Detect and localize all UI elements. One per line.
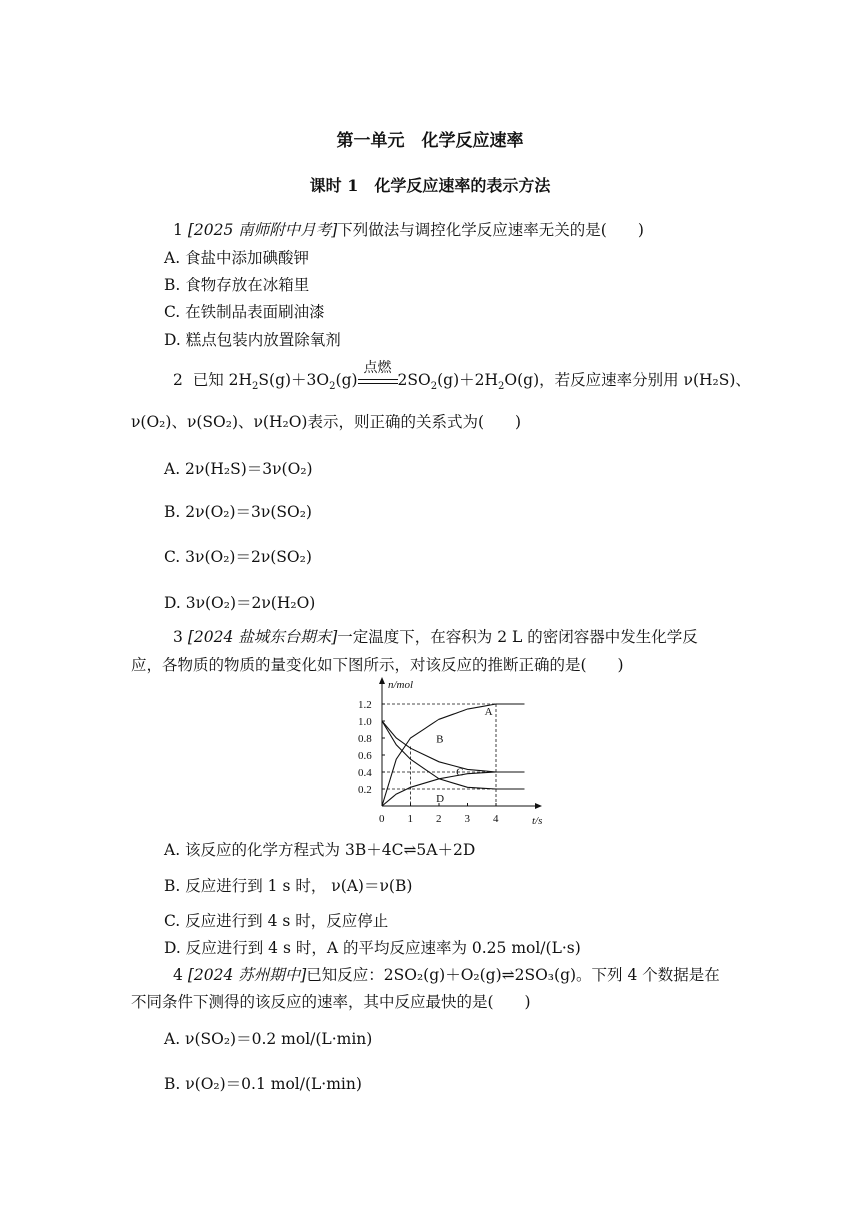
question-text: 已知反应：2SO₂(g)＋O₂(g)⇌2SO₃(g)。下列 4 个数据是在 [306,966,720,984]
option-c: C. 反应进行到 4 s 时，反应停止 [164,912,389,930]
question-2-line1 [173,360,751,393]
series-label-B: B [436,733,444,746]
equation-right: $2SO_2(g)+2H_2O(g)$ [397,371,540,393]
question-number: 4 [173,966,183,984]
x-tick-label: 2 [436,813,442,825]
reaction-condition: 点燃 [358,371,398,389]
unit-title: 第一单元 化学反应速率 [336,131,524,151]
option-a: A. 2ν(H₂S)＝3ν(O₂) [164,460,313,478]
option-c: C. 3ν(O₂)＝2ν(SO₂) [164,548,312,566]
question-number: 3 [173,628,183,646]
y-tick-label: 0.2 [358,784,372,796]
series-label-A: A [484,706,493,719]
question-number: 2 [173,371,183,389]
question-source: [2025 南师附中月考] [187,221,338,239]
series-label-D: D [436,792,445,805]
question-number: 1 [173,221,183,239]
option-b: B. ν(O₂)＝0.1 mol/(L·min) [164,1075,362,1093]
question-text: ，若反应速率分别用 ν(H₂S)、 [539,371,751,389]
series-line-B [382,721,525,772]
option-d: D. 反应进行到 4 s 时，A 的平均反应速率为 0.25 mol/(L·s) [164,939,581,957]
equation-left: 已知 $2H_2S(g)+3O_2(g)$ [192,371,358,393]
x-axis-arrow [535,803,542,809]
lesson-title: 课时 1 化学反应速率的表示方法 [309,176,551,195]
question-4-line1 [173,963,720,985]
option-a: A. 食盐中添加碘酸钾 [164,249,310,267]
y-tick-label: 1.0 [358,716,372,728]
question-4-line2: 不同条件下测得的该反应的速率，其中反应最快的是( ) [131,993,531,1011]
option-b: B. 2ν(O₂)＝3ν(SO₂) [164,503,312,521]
question-source: [2024 苏州期中] [187,966,307,984]
option-b: B. 反应进行到 1 s 时， ν(A)＝ν(B) [164,877,413,895]
option-c: C. 在铁制品表面刷油漆 [164,303,325,321]
option-b: B. 食物存放在冰箱里 [164,276,310,294]
question-source: [2024 盐城东台期末] [187,628,338,646]
question-3-line2: 应，各物质的物质的量变化如下图所示，对该反应的推断正确的是( ) [131,656,624,674]
series-label-C: C [456,766,464,779]
y-tick-label: 0.6 [358,750,372,762]
option-a: A. ν(SO₂)＝0.2 mol/(L·min) [164,1030,373,1048]
x-tick-label: 3 [464,813,470,825]
question-2-line2: ν(O₂)、ν(SO₂)、ν(H₂O)表示，则正确的关系式为( ) [131,413,522,431]
question-text: 下列做法与调控化学反应速率无关的是( ) [337,221,644,239]
x-tick-label: 1 [407,813,413,825]
y-axis-arrow [379,677,385,684]
y-tick-label: 0.4 [358,767,372,779]
y-axis-label: n/mol [388,679,414,691]
option-a: A. 该反应的化学方程式为 3B＋4C⇌5A＋2D [164,841,476,859]
x-tick-label: 0 [379,813,385,825]
series-line-C [382,721,525,789]
chart [340,676,550,828]
x-axis-label: t/s [532,815,543,827]
question-3-line1 [173,625,698,647]
question-1-stem [173,218,644,240]
question-text: 一定温度下，在容积为 2 L 的密闭容器中发生化学反 [337,628,698,646]
y-tick-label: 0.8 [358,733,372,745]
option-d: D. 3ν(O₂)＝2ν(H₂O) [164,594,316,612]
x-tick-label: 4 [493,813,499,825]
option-d: D. 糕点包装内放置除氧剂 [164,331,341,349]
y-tick-label: 1.2 [358,699,372,711]
